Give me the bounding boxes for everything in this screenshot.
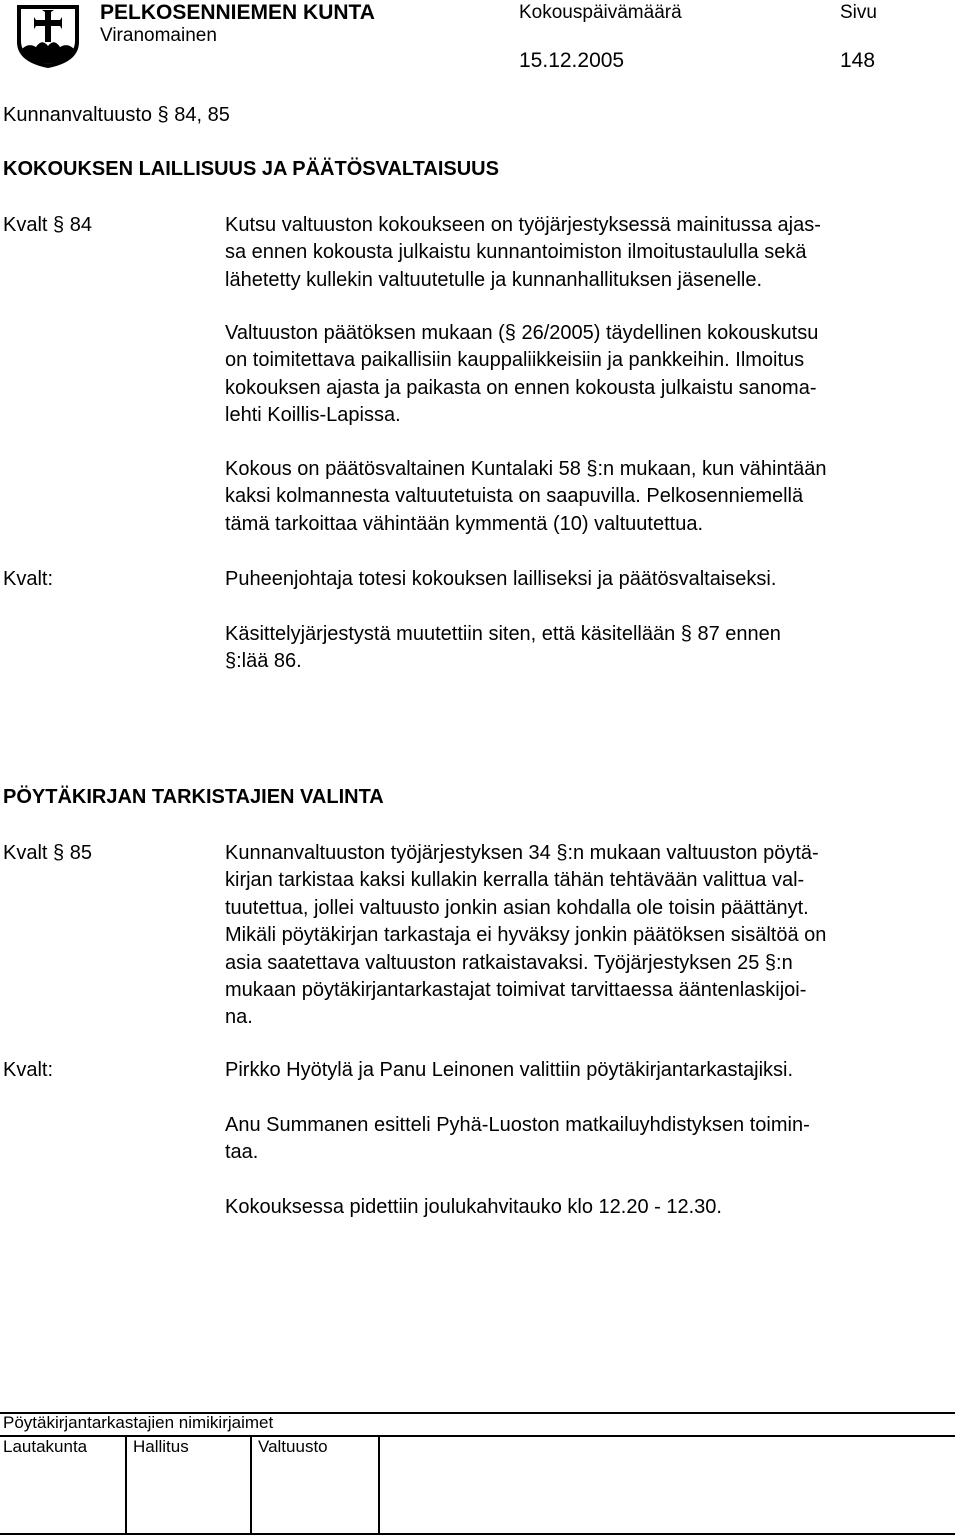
text-line: Kutsu valtuuston kokoukseen on työjärjestyksessä mainitussa ajas- (225, 214, 821, 236)
text-line: mukaan pöytäkirjantarkastajat toimivat tarvittaessa ääntenlaskijoi- (225, 979, 807, 1002)
text-line: §:lää 86. (225, 650, 302, 673)
section-heading-legality: KOKOUKSEN LAILLISUUS JA PÄÄTÖSVALTAISUUS (3, 158, 499, 180)
column-divider (378, 1435, 380, 1535)
column-hallitus: Hallitus (133, 1437, 189, 1456)
text-line: lähetetty kullekin valtuutetulle ja kunnanhallituksen jäsenelle. (225, 268, 763, 291)
text-line: Anu Summanen esitteli Pyhä-Luoston matkailuyhdistyksen toimin- (225, 1114, 810, 1136)
municipal-coat-of-arms-logo (14, 2, 82, 70)
paragraph-quorum (225, 456, 943, 538)
decision-order-change (225, 621, 943, 676)
text-line: tuutettua, jollei valtuusto jonkin asian kohdalla ole toisin päättänyt. (225, 896, 809, 919)
text-line: Mikäli pöytäkirjan tarkastaja ei hyväksy jonkin päätöksen sisältöä on (225, 924, 827, 947)
text-line: asia saatettava valtuuston ratkaistavaksi. Työjärjestyksen 25 §:n (225, 951, 793, 974)
header-page-number: 148 (840, 49, 876, 72)
signature-table-title: Pöytäkirjantarkastajien nimikirjaimet (3, 1413, 274, 1432)
text-line: Kokouksessa pidettiin joulukahvitauko klo 12.20 - 12.30. (225, 1196, 722, 1218)
header-page-label: Sivu (840, 2, 877, 23)
header-unit: Viranomainen (100, 25, 217, 46)
text-line: kaksi kolmannesta valtuutetuista on saapuvilla. Pelkosenniemellä (225, 485, 804, 508)
document-subtitle: Kunnanvaltuusto § 84, 85 (3, 104, 230, 126)
text-line: kokouksen ajasta ja paikasta on ennen kokousta julkaistu sanoma- (225, 376, 817, 399)
section-label-84: Kvalt § 84 (3, 214, 92, 236)
decision-reviewers (225, 1057, 943, 1084)
text-line: taa. (225, 1141, 259, 1164)
header-date-label: Kokouspäivämäärä (519, 2, 682, 23)
text-line: tämä tarkoittaa vähintään kymmentä (10) valtuutettua. (225, 512, 704, 535)
text-line: Käsittelyjärjestystä muutettiin siten, että käsitellään § 87 ennen (225, 623, 781, 645)
text-line: Puheenjohtaja totesi kokouksen lailliseksi ja päätösvaltaiseksi. (225, 568, 777, 590)
table-bottom-border (0, 1533, 955, 1535)
paragraph-reviewer-rules (225, 840, 943, 1032)
decision-presentation (225, 1112, 943, 1167)
column-divider (125, 1435, 127, 1535)
header-org-name: PELKOSENNIEMEN KUNTA (100, 1, 375, 24)
text-line: Valtuuston päätöksen mukaan (§ 26/2005) täydellinen kokouskutsu (225, 322, 819, 344)
section-heading-reviewers: PÖYTÄKIRJAN TARKISTAJIEN VALINTA (3, 786, 384, 808)
text-line: kirjan tarkistaa kaksi kullakin kerralla tähän tehtävään valittua val- (225, 869, 805, 892)
column-lautakunta: Lautakunta (3, 1437, 88, 1456)
text-line: lehti Koillis-Lapissa. (225, 404, 401, 427)
header-date: 15.12.2005 (519, 49, 625, 72)
column-valtuusto: Valtuusto (258, 1437, 328, 1456)
text-line: sa ennen kokousta julkaistu kunnantoimiston ilmoitustaululla sekä (225, 241, 807, 264)
paragraph-invitation (225, 212, 943, 294)
decision-coffee-break (225, 1194, 943, 1221)
decision-label-85: Kvalt: (3, 1059, 54, 1081)
column-divider (250, 1435, 252, 1535)
text-line: on toimitettava paikallisiin kauppaliikkeisiin ja pankkeihin. Ilmoitus (225, 349, 805, 372)
decision-legality (225, 566, 943, 593)
text-line: Kokous on päätösvaltainen Kuntalaki 58 §:n mukaan, kun vähintään (225, 458, 827, 480)
text-line: Pirkko Hyötylä ja Panu Leinonen valittiin pöytäkirjantarkastajiksi. (225, 1059, 794, 1081)
section-label-85: Kvalt § 85 (3, 842, 92, 864)
text-line: Kunnanvaltuuston työjärjestyksen 34 §:n mukaan valtuuston pöytä- (225, 842, 819, 864)
text-line: na. (225, 1006, 253, 1029)
decision-label-84: Kvalt: (3, 568, 54, 590)
paragraph-notice (225, 320, 943, 430)
